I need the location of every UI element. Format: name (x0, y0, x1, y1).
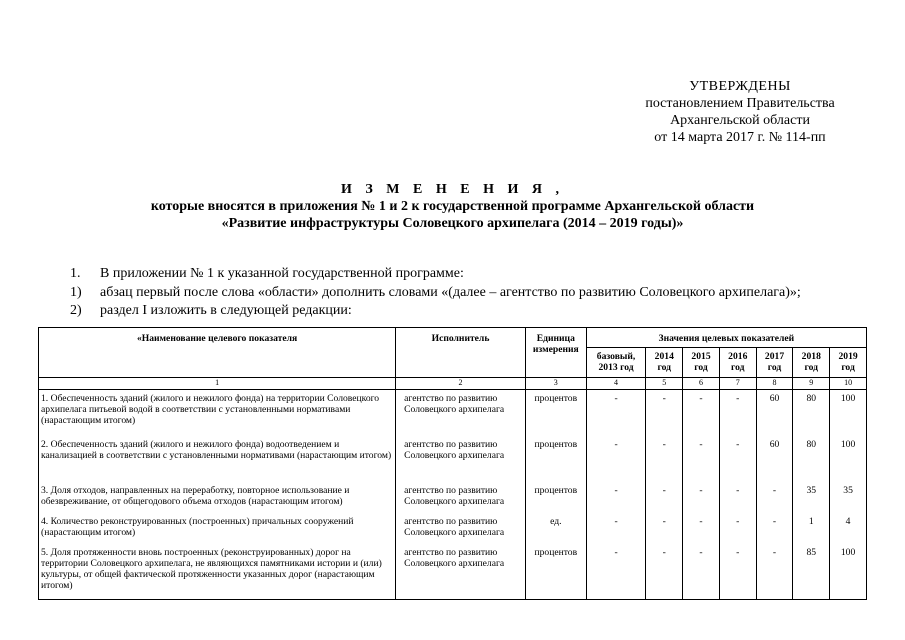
indicator-name: 1. Обеспеченность зданий (жилого и нежилого фонда) на территории Соловецкого архипелага питьевой водой в соответствии с установленными нормативами (нарастающим итогом) (39, 390, 396, 436)
column-number: 7 (719, 378, 756, 390)
amendment-text: В приложении № 1 к указанной государственной программе: (100, 266, 464, 281)
value-cell: - (719, 390, 756, 436)
header-values-group: Значения целевых показателей (586, 328, 866, 348)
column-number-row (39, 378, 867, 390)
value-cell: - (646, 390, 683, 436)
value-cell: 85 (793, 544, 830, 600)
indicator-name: 4. Количество реконструированных (построенных) причальных сооружений (нарастающим итогом) (39, 513, 396, 544)
approval-block (580, 78, 900, 146)
value-cell: - (719, 544, 756, 600)
value-cell: - (586, 544, 646, 600)
table-row (39, 482, 867, 513)
indicator-unit: процентов (525, 436, 586, 482)
column-number: 6 (683, 378, 720, 390)
value-cell: - (586, 436, 646, 482)
value-cell: 100 (830, 390, 867, 436)
value-cell: - (683, 436, 720, 482)
header-executor: Исполнитель (396, 328, 526, 378)
value-cell: 80 (793, 436, 830, 482)
indicator-unit: процентов (525, 544, 586, 600)
column-number: 9 (793, 378, 830, 390)
value-cell: - (646, 436, 683, 482)
value-cell: 100 (830, 436, 867, 482)
value-cell: - (719, 436, 756, 482)
value-cell: - (586, 513, 646, 544)
column-number: 3 (525, 378, 586, 390)
value-cell: - (586, 390, 646, 436)
value-cell: 60 (756, 436, 793, 482)
amendment-item (70, 265, 801, 284)
header-year: 2015 год (683, 348, 720, 378)
header-unit: Единица измерения (525, 328, 586, 378)
indicator-executor: агентство по развитию Соловецкого архипелага (396, 544, 526, 600)
indicator-unit: процентов (525, 390, 586, 436)
value-cell: - (719, 482, 756, 513)
value-cell: 1 (793, 513, 830, 544)
header-indicator-name: «Наименование целевого показателя (39, 328, 396, 378)
approval-title: УТВЕРЖДЕНЫ (689, 79, 791, 94)
value-cell: 80 (793, 390, 830, 436)
table-header-row (39, 328, 867, 348)
header-year: 2016 год (719, 348, 756, 378)
value-cell: - (719, 513, 756, 544)
table-row (39, 544, 867, 600)
value-cell: - (683, 482, 720, 513)
column-number: 2 (396, 378, 526, 390)
amendment-number: 2) (70, 303, 82, 318)
value-cell: - (646, 544, 683, 600)
indicator-executor: агентство по развитию Соловецкого архипелага (396, 436, 526, 482)
amendment-text: раздел I изложить в следующей редакции: (100, 303, 352, 318)
header-year: 2014 год (646, 348, 683, 378)
indicator-name: 2. Обеспеченность зданий (жилого и нежилого фонда) водоотведением и канализацией в соответствии с установленными нормативами (нарастающим итогом) (39, 436, 396, 482)
value-cell: - (683, 390, 720, 436)
target-indicators-table (38, 327, 867, 600)
amendment-text: абзац первый после слова «области» дополнить словами «(далее – агентство по развитию Соловецкого архипелага)»; (100, 284, 801, 300)
indicator-name: 5. Доля протяженности вновь построенных (реконструированных) дорог на территории Соловецкого архипелага, не являющихся памятниками истории и (или) культуры, от общей фактической протяженности указанных дорог (нарастающим итогом) (39, 544, 396, 600)
value-cell: - (756, 544, 793, 600)
value-cell: 60 (756, 390, 793, 436)
approval-line-3: от 14 марта 2017 г. № 114-пп (654, 130, 826, 145)
amendment-item (70, 284, 801, 303)
value-cell: 35 (830, 482, 867, 513)
indicator-unit: процентов (525, 482, 586, 513)
header-year: 2019 год (830, 348, 867, 378)
amendment-list (70, 265, 801, 321)
value-cell: - (646, 513, 683, 544)
value-cell: 100 (830, 544, 867, 600)
indicator-unit: ед. (525, 513, 586, 544)
amendment-number: 1) (70, 284, 82, 300)
approval-line-2: Архангельской области (670, 113, 810, 128)
indicator-executor: агентство по развитию Соловецкого архипелага (396, 513, 526, 544)
indicator-executor: агентство по развитию Соловецкого архипелага (396, 482, 526, 513)
document-subtitle-line-2: «Развитие инфраструктуры Соловецкого архипелага (2014 – 2019 годы)» (221, 216, 684, 231)
table-row (39, 390, 867, 436)
approval-line-1: постановлением Правительства (645, 96, 835, 111)
value-cell: - (586, 482, 646, 513)
header-year: 2017 год (756, 348, 793, 378)
document-title: И З М Е Н Е Н И Я , (341, 182, 564, 197)
column-number: 10 (830, 378, 867, 390)
value-cell: - (756, 513, 793, 544)
table-row (39, 436, 867, 482)
column-number: 4 (586, 378, 646, 390)
value-cell: - (683, 544, 720, 600)
amendment-number: 1. (70, 266, 81, 281)
header-base-year: базовый, 2013 год (586, 348, 646, 378)
value-cell: - (683, 513, 720, 544)
column-number: 8 (756, 378, 793, 390)
value-cell: - (646, 482, 683, 513)
amendment-item (70, 302, 801, 321)
column-number: 5 (646, 378, 683, 390)
value-cell: 4 (830, 513, 867, 544)
header-year: 2018 год (793, 348, 830, 378)
table-row (39, 513, 867, 544)
indicator-name: 3. Доля отходов, направленных на переработку, повторное использование и обезвреживание, от общегодового объема отходов (нарастающим итогом) (39, 482, 396, 513)
column-number: 1 (39, 378, 396, 390)
value-cell: - (756, 482, 793, 513)
value-cell: 35 (793, 482, 830, 513)
indicator-executor: агентство по развитию Соловецкого архипелага (396, 390, 526, 436)
document-subtitle-line-1: которые вносятся в приложения № 1 и 2 к государственной программе Архангельской области (150, 199, 755, 214)
